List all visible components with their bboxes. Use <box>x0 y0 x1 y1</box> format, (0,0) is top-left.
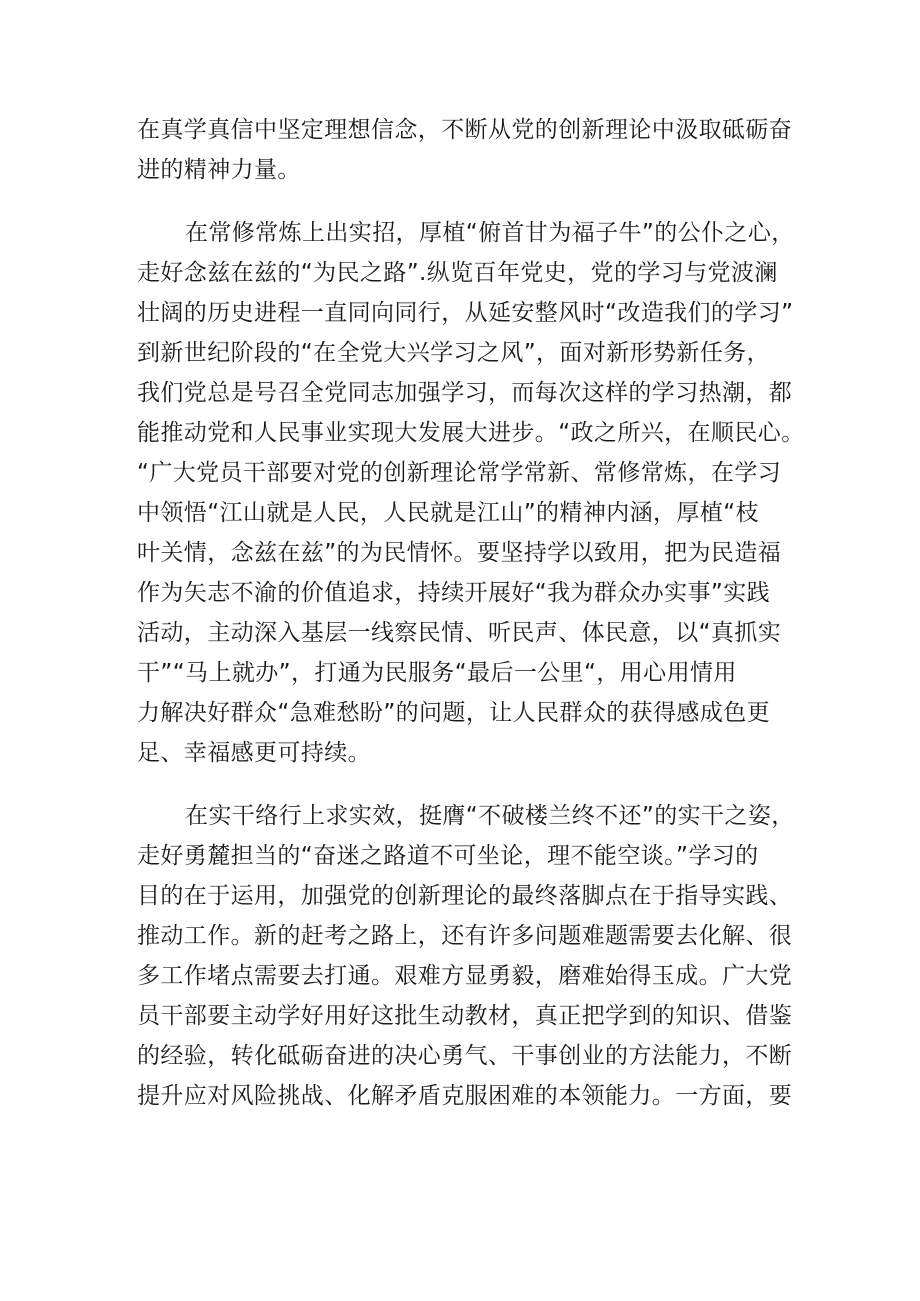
text-line: 的经验，转化砥砺奋进的决心勇气、干事创业的方法能力，不断 <box>137 1043 793 1069</box>
text-line: 走好念兹在兹的“为民之路”.纵览百年党史，党的学习与党波澜 <box>137 260 778 286</box>
text-line: 多工作堵点需要去打通。艰难方显勇毅，磨难始得玉成。广大党 <box>137 963 793 989</box>
text-line: 进的精神力量。 <box>137 157 301 183</box>
text-line: 我们党总是号召全党同志加强学习，而每次这样的学习热潮，都 <box>137 380 793 406</box>
paragraph-2 <box>137 213 805 773</box>
text-line: 在常修常炼上出实招，厚植“俯首甘为福子牛”的公仆之心， <box>185 220 795 246</box>
text-line: 在实干络行上求实效，挺膺“不破楼兰终不还”的实干之姿， <box>185 803 795 829</box>
text-line: 叶关情，念兹在兹”的为民情怀。要坚持学以致用，把为民造福 <box>137 540 782 566</box>
text-line: 在真学真信中坚定理想信念，不断从党的创新理论中汲取砥砺奋 <box>137 117 793 143</box>
text-line: 作为矢志不渝的价值追求，持续开展好“我为群众办实事”实践 <box>137 580 771 606</box>
text-line: 壮阔的历史进程一直同向同行，从延安整风时“改造我们的学习” <box>137 300 794 326</box>
text-line: 能推动党和人民事业实现大发展大进步。“政之所兴，在顺民心。 <box>137 420 805 446</box>
paragraph-1 <box>137 110 797 190</box>
text-line: 推动工作。新的赶考之路上，还有许多问题难题需要去化解、很 <box>137 923 793 949</box>
text-line: 力解决好群众“急难愁盼”的问题，让人民群众的获得感成色更 <box>137 700 771 726</box>
text-line: 干”“马上就办”，打通为民服务“最后一公里“，用心用情用 <box>137 660 737 686</box>
text-line: 走好勇麓担当的“奋迷之路道不可坐论，理不能空谈。”学习的 <box>137 843 759 869</box>
text-line: 足、幸福感更可持续。 <box>137 740 371 766</box>
paragraph-3 <box>137 796 797 1116</box>
text-line: 员干部要主动学好用好这批生动教材，真正把学到的知识、借鉴 <box>137 1003 793 1029</box>
text-line: 到新世纪阶段的“在全党大兴学习之风”，面对新形势新任务， <box>137 340 771 366</box>
text-line: 提升应对风险挑战、化解矛盾克服困难的本领能力。一方面，要 <box>137 1083 793 1109</box>
text-line: 中领悟“江山就是人民，人民就是江山”的精神内涵，厚植“枝 <box>137 500 759 526</box>
text-line: 目的在于运用，加强党的创新理论的最终落脚点在于指导实践、 <box>137 883 793 909</box>
text-line: “广大党员干部要对党的创新理论常学常新、常修常炼，在学习 <box>137 460 782 486</box>
document-body <box>137 110 805 1139</box>
text-line: 活动，主动深入基层一线察民情、听民声、体民意，以“真抓实 <box>137 620 782 646</box>
